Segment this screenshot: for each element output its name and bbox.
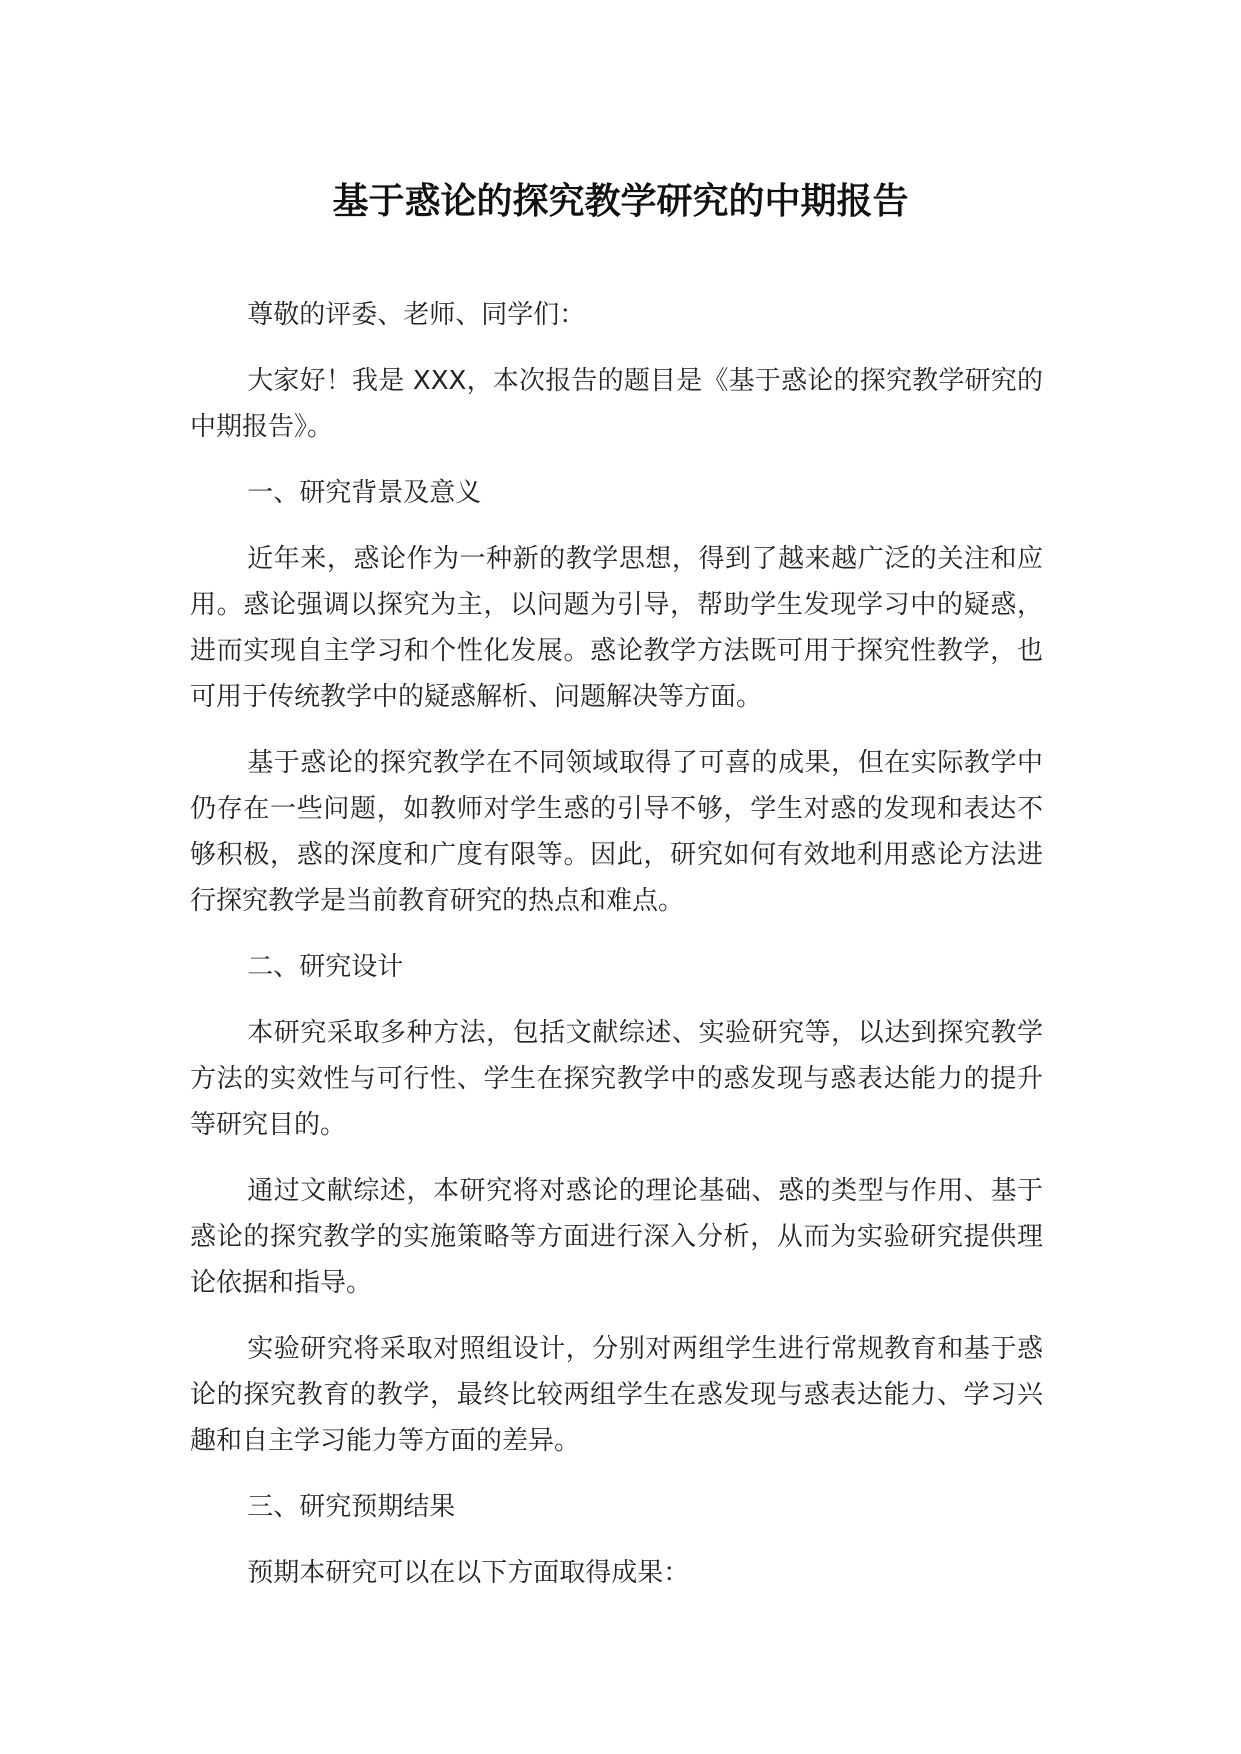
body-paragraph: 近年来，惑论作为一种新的教学思想，得到了越来越广泛的关注和应用。惑论强调以探究为主，以问题为引导，帮助学生发现学习中的疑惑，进而实现自主学习和个性化发展。惑论教学方法既可用于探究性教学，也可用于传统教学中的疑惑解析、问题解决等方面。 [190,544,1043,712]
body-paragraph: 基于惑论的探究教学在不同领域取得了可喜的成果，但在实际教学中仍存在一些问题，如教师对学生惑的引导不够，学生对惑的发现和表达不够积极，惑的深度和广度有限等。因此，研究如何有效地利用惑论方法进行探究教学是当前教育研究的热点和难点。 [190,748,1043,916]
section-heading-design: 二、研究设计 [247,952,404,982]
section-heading-background: 一、研究背景及意义 [247,478,482,508]
salutation: 尊敬的评委、老师、同学们： [247,300,586,330]
section-heading-results: 三、研究预期结果 [247,1492,456,1522]
body-paragraph: 实验研究将采取对照组设计，分别对两组学生进行常规教育和基于惑论的探究教育的教学，最终比较两组学生在惑发现与惑表达能力、学习兴趣和自主学习能力等方面的差异。 [190,1334,1043,1456]
body-paragraph: 预期本研究可以在以下方面取得成果： [247,1558,690,1588]
document-title: 基于惑论的探究教学研究的中期报告 [332,181,909,222]
document-body [190,292,1043,1616]
intro-paragraph: 大家好！我是 XXX，本次报告的题目是《基于惑论的探究教学研究的中期报告》。 [190,366,1043,442]
body-paragraph: 通过文献综述，本研究将对惑论的理论基础、惑的类型与作用、基于惑论的探究教学的实施策略等方面进行深入分析，从而为实验研究提供理论依据和指导。 [190,1176,1043,1298]
body-paragraph: 本研究采取多种方法，包括文献综述、实验研究等，以达到探究教学方法的实效性与可行性、学生在探究教学中的惑发现与惑表达能力的提升等研究目的。 [190,1018,1043,1140]
